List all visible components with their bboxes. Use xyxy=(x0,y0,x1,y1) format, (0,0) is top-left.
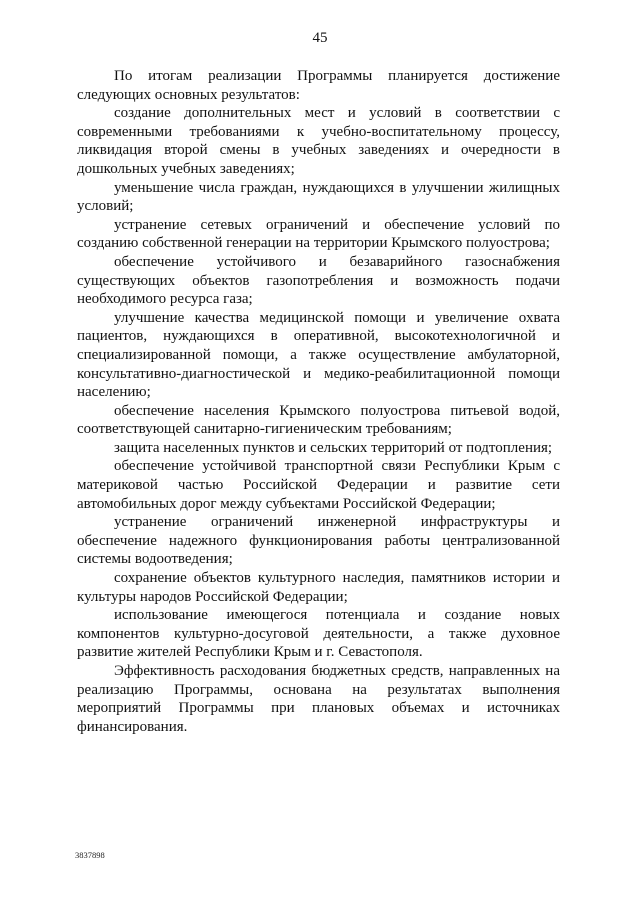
paragraph-flood-protection: защита населенных пунктов и сельских территорий от подтопления; xyxy=(114,439,553,456)
paragraph-education: создание дополнительных мест и условий в соответствии с современными требованиями к учебно-воспитательному процессу, ликвидация второй смены в учебных заведениях и очередности в дошкольных учебных заведениях; xyxy=(77,105,560,177)
paragraph-efficiency: Эффективность расходования бюджетных средств, направленных на реализацию Программы, основана на результатах выполнения мероприятий Программы при плановых объемах и источниках финансирования. xyxy=(77,663,560,735)
page-number: 45 xyxy=(312,30,328,46)
paragraph-housing: уменьшение числа граждан, нуждающихся в улучшении жилищных условий; xyxy=(77,179,560,215)
paragraph-cultural-heritage: сохранение объектов культурного наследия, памятников истории и культуры народов Российской Федерации; xyxy=(77,570,560,605)
paragraph-drinking-water: обеспечение населения Крымского полуострова питьевой водой, соответствующей санитарно-гигиеническим требованиям; xyxy=(77,402,560,438)
paragraph-gas-supply: обеспечение устойчивого и безаварийного газоснабжения существующих объектов газопотребления и возможность подачи необходимого ресурса газа; xyxy=(77,253,560,308)
document-body xyxy=(77,67,560,736)
document-code: 3837898 xyxy=(75,850,105,860)
paragraph-power-grid: устранение сетевых ограничений и обеспечение условий по созданию собственной генерации на территории Крымского полуострова; xyxy=(77,216,560,252)
paragraph-cultural-leisure: использование имеющегося потенциала и создание новых компонентов культурно-досуговой деятельности, а также духовное развитие жителей Республики Крым и г. Севастополя. xyxy=(77,607,560,661)
paragraph-intro: По итогам реализации Программы планируется достижение следующих основных результатов: xyxy=(77,68,560,103)
paragraph-healthcare: улучшение качества медицинской помощи и увеличение охвата пациентов, нуждающихся в оперативной, высокотехнологичной и специализированной помощи, а также осуществление амбулаторной, консультативно-диагностической и медико-реабилитационной помощи населению; xyxy=(77,309,560,401)
paragraph-sewerage: устранение ограничений инженерной инфраструктуры и обеспечение надежного функционирования работы централизованной системы водоотведения; xyxy=(77,514,560,568)
paragraph-transport: обеспечение устойчивой транспортной связи Республики Крым с материковой частью Российской Федерации и развитие сети автомобильных дорог между субъектами Российской Федерации; xyxy=(77,458,560,512)
